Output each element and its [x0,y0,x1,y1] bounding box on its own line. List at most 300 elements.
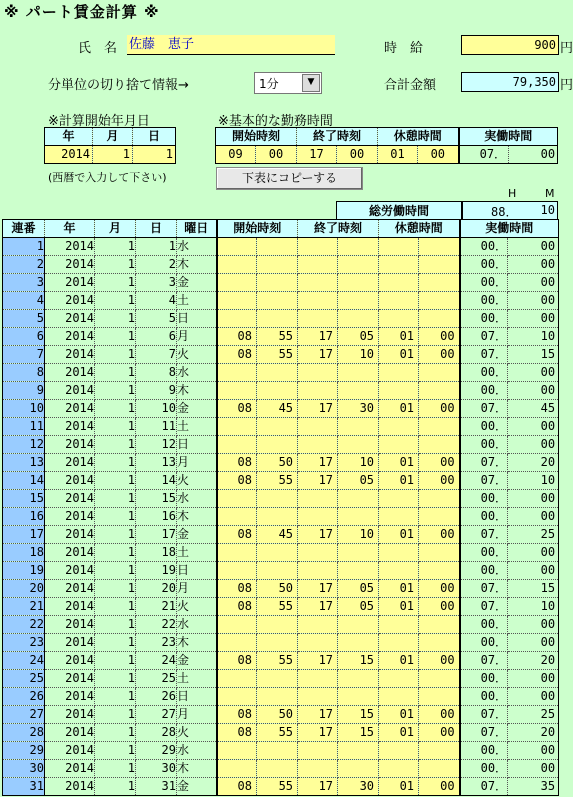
row-weekday: 火 [177,472,217,490]
row-break-minute[interactable] [419,544,460,562]
row-start-hour[interactable]: 08 [217,454,257,472]
row-weekday: 水 [177,490,217,508]
row-end-minute[interactable] [338,544,379,562]
row-actual-minute: 00 [508,382,559,400]
row-start-minute[interactable] [257,760,298,778]
row-end-hour[interactable] [298,238,338,256]
row-actual-hour: 00． [460,742,508,760]
row-break-minute[interactable] [419,364,460,382]
row-start-hour[interactable]: 08 [217,346,257,364]
row-year: 2014 [45,472,95,490]
table-row [3,526,559,544]
row-end-hour[interactable] [298,310,338,328]
row-break-hour[interactable]: 01 [379,526,419,544]
row-end-hour[interactable]: 17 [298,328,338,346]
row-start-hour[interactable] [217,382,257,400]
basic-actual-hour: 07． [459,146,509,164]
basic-end-hour[interactable]: 17 [297,146,337,164]
row-break-hour[interactable]: 01 [379,400,419,418]
row-start-minute[interactable] [257,310,298,328]
row-actual-minute: 20 [508,724,559,742]
row-break-hour[interactable] [379,292,419,310]
row-actual-hour: 00． [460,760,508,778]
row-end-minute[interactable]: 15 [338,652,379,670]
row-start-hour[interactable] [217,436,257,454]
row-start-minute[interactable] [257,490,298,508]
row-weekday: 木 [177,634,217,652]
row-end-hour[interactable]: 17 [298,346,338,364]
row-start-minute[interactable] [257,292,298,310]
row-year: 2014 [45,652,95,670]
row-break-hour[interactable] [379,364,419,382]
row-day: 26 [136,688,177,706]
row-start-hour[interactable]: 08 [217,724,257,742]
row-end-hour[interactable] [298,364,338,382]
row-end-hour[interactable]: 17 [298,778,338,796]
row-start-minute[interactable] [257,508,298,526]
row-start-minute[interactable] [257,256,298,274]
header-serial: 連番 [3,220,45,238]
row-start-hour[interactable] [217,688,257,706]
row-weekday: 水 [177,238,217,256]
row-day: 17 [136,526,177,544]
row-start-hour[interactable] [217,274,257,292]
start-day-field[interactable]: 1 [165,147,173,161]
row-break-hour[interactable] [379,238,419,256]
row-break-hour[interactable]: 01 [379,328,419,346]
row-end-minute[interactable] [338,634,379,652]
row-end-hour[interactable] [298,490,338,508]
row-break-minute[interactable]: 00 [419,328,460,346]
row-break-hour[interactable] [379,256,419,274]
row-break-minute[interactable] [419,310,460,328]
row-start-minute[interactable] [257,382,298,400]
row-break-hour[interactable] [379,544,419,562]
row-actual-hour: 00． [460,670,508,688]
row-end-hour[interactable]: 17 [298,598,338,616]
row-actual-hour: 07． [460,526,508,544]
row-break-hour[interactable]: 01 [379,652,419,670]
row-start-minute[interactable] [257,238,298,256]
row-month: 1 [95,436,136,454]
row-end-hour[interactable] [298,418,338,436]
row-serial: 31 [3,778,45,796]
row-year: 2014 [45,256,95,274]
row-break-hour[interactable] [379,670,419,688]
row-break-minute[interactable] [419,418,460,436]
row-start-hour[interactable]: 08 [217,598,257,616]
row-day: 22 [136,616,177,634]
row-actual-hour: 00． [460,418,508,436]
row-break-minute[interactable]: 00 [419,778,460,796]
row-start-minute[interactable] [257,436,298,454]
row-start-minute[interactable] [257,364,298,382]
row-end-minute[interactable] [338,760,379,778]
row-year: 2014 [45,724,95,742]
row-weekday: 土 [177,544,217,562]
row-break-hour[interactable] [379,274,419,292]
basic-break-hour[interactable]: 01 [378,146,418,164]
row-end-hour[interactable] [298,382,338,400]
row-break-hour[interactable]: 01 [379,724,419,742]
row-end-hour[interactable] [298,292,338,310]
row-serial: 3 [3,274,45,292]
table-row [3,670,559,688]
row-break-hour[interactable] [379,490,419,508]
row-serial: 25 [3,670,45,688]
row-serial: 23 [3,634,45,652]
row-weekday: 月 [177,580,217,598]
row-start-minute[interactable]: 55 [257,472,298,490]
row-year: 2014 [45,418,95,436]
row-start-hour[interactable]: 08 [217,580,257,598]
row-end-minute[interactable]: 15 [338,724,379,742]
row-break-hour[interactable]: 01 [379,346,419,364]
total-field: 79,350 [461,72,559,92]
row-break-hour[interactable] [379,634,419,652]
row-break-minute[interactable]: 00 [419,598,460,616]
row-end-minute[interactable]: 15 [338,706,379,724]
row-start-minute[interactable]: 50 [257,580,298,598]
row-end-hour[interactable] [298,256,338,274]
row-start-hour[interactable]: 08 [217,706,257,724]
row-start-minute[interactable]: 55 [257,724,298,742]
row-end-hour[interactable]: 17 [298,706,338,724]
row-end-minute[interactable] [338,292,379,310]
row-start-hour[interactable] [217,256,257,274]
row-day: 5 [136,310,177,328]
row-start-hour[interactable]: 08 [217,526,257,544]
row-month: 1 [95,382,136,400]
row-year: 2014 [45,616,95,634]
row-serial: 17 [3,526,45,544]
basic-start-minute[interactable]: 00 [256,146,297,164]
row-start-hour[interactable] [217,364,257,382]
row-end-minute[interactable]: 10 [338,526,379,544]
row-end-minute[interactable] [338,616,379,634]
row-start-minute[interactable] [257,544,298,562]
row-day: 6 [136,328,177,346]
row-break-minute[interactable] [419,616,460,634]
row-break-minute[interactable]: 00 [419,652,460,670]
row-end-hour[interactable]: 17 [298,400,338,418]
row-start-hour[interactable] [217,310,257,328]
row-break-minute[interactable]: 00 [419,400,460,418]
hours-unit-label: H [508,187,517,200]
row-serial: 11 [3,418,45,436]
total-label: 合計金額 [384,78,437,93]
start-month-field[interactable]: 1 [93,146,133,164]
basic-start-hour[interactable]: 09 [216,146,256,164]
row-break-hour[interactable] [379,382,419,400]
table-row [3,310,559,328]
row-break-hour[interactable]: 01 [379,598,419,616]
row-end-hour[interactable] [298,436,338,454]
row-end-minute[interactable] [338,508,379,526]
row-start-hour[interactable] [217,292,257,310]
row-end-hour[interactable] [298,508,338,526]
row-month: 1 [95,472,136,490]
row-start-hour[interactable] [217,742,257,760]
table-row [3,580,559,598]
name-field[interactable]: 佐藤 恵子 [129,37,195,52]
row-break-hour[interactable]: 01 [379,454,419,472]
row-year: 2014 [45,580,95,598]
table-row [3,562,559,580]
row-start-minute[interactable] [257,670,298,688]
row-year: 2014 [45,634,95,652]
row-break-minute[interactable] [419,562,460,580]
row-end-minute[interactable]: 10 [338,454,379,472]
row-year: 2014 [45,706,95,724]
row-month: 1 [95,526,136,544]
row-end-minute[interactable]: 05 [338,472,379,490]
row-weekday: 水 [177,742,217,760]
row-break-hour[interactable] [379,688,419,706]
row-break-minute[interactable] [419,292,460,310]
row-end-hour[interactable]: 17 [298,454,338,472]
row-end-minute[interactable] [338,418,379,436]
row-serial: 22 [3,616,45,634]
row-start-minute[interactable]: 45 [257,400,298,418]
row-month: 1 [95,508,136,526]
row-start-minute[interactable] [257,634,298,652]
page-title: ※ パート賃金計算 ※ [4,3,160,21]
table-row [3,382,559,400]
row-weekday: 金 [177,778,217,796]
row-serial: 10 [3,400,45,418]
row-start-hour[interactable] [217,562,257,580]
row-end-hour[interactable]: 17 [298,724,338,742]
row-end-hour[interactable] [298,562,338,580]
table-row [3,490,559,508]
row-day: 2 [136,256,177,274]
row-end-hour[interactable] [298,688,338,706]
wage-field[interactable]: 900 [461,35,559,55]
row-day: 10 [136,400,177,418]
row-break-hour[interactable] [379,616,419,634]
row-weekday: 水 [177,364,217,382]
row-actual-hour: 07． [460,346,508,364]
row-start-hour[interactable] [217,634,257,652]
row-actual-minute: 10 [508,328,559,346]
row-end-minute[interactable]: 30 [338,778,379,796]
row-month: 1 [95,292,136,310]
daily-hours-table [2,219,559,796]
basic-end-minute[interactable]: 00 [337,146,378,164]
row-end-minute[interactable] [338,742,379,760]
row-start-hour[interactable] [217,508,257,526]
row-weekday: 月 [177,706,217,724]
row-day: 28 [136,724,177,742]
row-end-minute[interactable] [338,310,379,328]
row-end-minute[interactable] [338,274,379,292]
row-break-minute[interactable]: 00 [419,526,460,544]
row-break-minute[interactable]: 00 [419,454,460,472]
row-actual-hour: 00． [460,382,508,400]
row-start-hour[interactable]: 08 [217,472,257,490]
row-start-hour[interactable] [217,418,257,436]
row-break-minute[interactable] [419,256,460,274]
row-start-minute[interactable]: 55 [257,652,298,670]
row-start-minute[interactable]: 55 [257,328,298,346]
row-break-minute[interactable] [419,634,460,652]
row-end-hour[interactable] [298,760,338,778]
row-break-minute[interactable] [419,274,460,292]
basic-start-header: 開始時刻 [216,128,297,146]
row-year: 2014 [45,346,95,364]
row-break-hour[interactable] [379,310,419,328]
row-start-minute[interactable]: 55 [257,346,298,364]
row-break-hour[interactable] [379,418,419,436]
row-break-minute[interactable] [419,760,460,778]
row-break-minute[interactable] [419,490,460,508]
table-row [3,508,559,526]
row-end-minute[interactable] [338,490,379,508]
row-end-hour[interactable] [298,616,338,634]
row-break-minute[interactable]: 00 [419,472,460,490]
row-actual-hour: 00． [460,256,508,274]
start-year-field[interactable]: 2014 [45,146,93,164]
row-year: 2014 [45,562,95,580]
row-start-hour[interactable] [217,616,257,634]
row-actual-hour: 00． [460,544,508,562]
row-day: 15 [136,490,177,508]
row-end-minute[interactable] [338,256,379,274]
row-start-minute[interactable]: 45 [257,526,298,544]
row-end-minute[interactable] [338,562,379,580]
row-end-minute[interactable] [338,238,379,256]
row-break-minute[interactable]: 00 [419,724,460,742]
row-break-hour[interactable] [379,562,419,580]
row-end-hour[interactable] [298,670,338,688]
row-actual-minute: 00 [508,634,559,652]
row-break-minute[interactable] [419,670,460,688]
row-end-hour[interactable]: 17 [298,472,338,490]
row-end-minute[interactable]: 05 [338,598,379,616]
row-actual-hour: 07． [460,472,508,490]
row-break-hour[interactable]: 01 [379,706,419,724]
row-break-minute[interactable]: 00 [419,346,460,364]
row-start-minute[interactable]: 55 [257,598,298,616]
row-start-minute[interactable] [257,274,298,292]
row-start-hour[interactable] [217,760,257,778]
row-break-hour[interactable] [379,508,419,526]
row-end-minute[interactable] [338,436,379,454]
row-month: 1 [95,562,136,580]
row-break-minute[interactable] [419,436,460,454]
row-break-hour[interactable]: 01 [379,778,419,796]
rounding-label: 分単位の切り捨て情報→ [48,78,189,93]
row-serial: 18 [3,544,45,562]
row-end-minute[interactable]: 05 [338,580,379,598]
row-actual-hour: 07． [460,778,508,796]
row-break-hour[interactable] [379,760,419,778]
row-break-minute[interactable] [419,742,460,760]
row-end-minute[interactable] [338,688,379,706]
row-break-hour[interactable]: 01 [379,580,419,598]
row-end-hour[interactable] [298,544,338,562]
row-end-hour[interactable] [298,634,338,652]
row-start-hour[interactable]: 08 [217,328,257,346]
row-end-hour[interactable]: 17 [298,580,338,598]
row-end-hour[interactable] [298,274,338,292]
row-actual-minute: 00 [508,238,559,256]
row-month: 1 [95,364,136,382]
row-break-minute[interactable] [419,508,460,526]
row-start-minute[interactable] [257,562,298,580]
row-start-minute[interactable] [257,742,298,760]
row-day: 12 [136,436,177,454]
row-start-hour[interactable]: 08 [217,778,257,796]
rounding-select[interactable] [254,72,322,94]
row-end-minute[interactable]: 30 [338,400,379,418]
row-break-minute[interactable]: 00 [419,706,460,724]
row-end-hour[interactable]: 17 [298,526,338,544]
row-serial: 4 [3,292,45,310]
row-actual-minute: 20 [508,454,559,472]
row-start-hour[interactable] [217,490,257,508]
row-break-hour[interactable]: 01 [379,472,419,490]
row-weekday: 日 [177,562,217,580]
row-year: 2014 [45,688,95,706]
row-actual-hour: 07． [460,598,508,616]
row-end-minute[interactable] [338,382,379,400]
row-actual-minute: 00 [508,742,559,760]
row-actual-minute: 35 [508,778,559,796]
chevron-down-icon[interactable]: ▼ [302,74,320,92]
row-start-minute[interactable]: 50 [257,706,298,724]
table-row [3,328,559,346]
row-actual-minute: 00 [508,310,559,328]
row-start-hour[interactable]: 08 [217,652,257,670]
row-start-minute[interactable]: 55 [257,778,298,796]
basic-break-minute[interactable]: 00 [418,146,459,164]
row-start-minute[interactable] [257,616,298,634]
row-end-minute[interactable] [338,670,379,688]
row-end-hour[interactable] [298,742,338,760]
row-break-minute[interactable] [419,238,460,256]
basic-hours-table [215,127,558,164]
row-break-hour[interactable] [379,742,419,760]
row-start-hour[interactable]: 08 [217,400,257,418]
row-start-hour[interactable] [217,544,257,562]
wage-unit: 円 [560,41,573,56]
start-month-header: 月 [93,128,133,146]
row-start-minute[interactable] [257,688,298,706]
row-start-hour[interactable] [217,670,257,688]
row-end-hour[interactable]: 17 [298,652,338,670]
row-break-minute[interactable] [419,688,460,706]
row-start-hour[interactable] [217,238,257,256]
copy-to-table-button[interactable]: 下表にコピーする [216,167,363,190]
row-end-minute[interactable] [338,364,379,382]
row-weekday: 金 [177,400,217,418]
row-year: 2014 [45,310,95,328]
row-serial: 15 [3,490,45,508]
row-break-minute[interactable]: 00 [419,580,460,598]
table-row [3,652,559,670]
row-month: 1 [95,598,136,616]
row-start-minute[interactable] [257,418,298,436]
row-end-minute[interactable]: 10 [338,346,379,364]
row-actual-minute: 00 [508,544,559,562]
row-break-hour[interactable] [379,436,419,454]
row-start-minute[interactable]: 50 [257,454,298,472]
row-break-minute[interactable] [419,382,460,400]
row-end-minute[interactable]: 05 [338,328,379,346]
row-actual-minute: 25 [508,706,559,724]
